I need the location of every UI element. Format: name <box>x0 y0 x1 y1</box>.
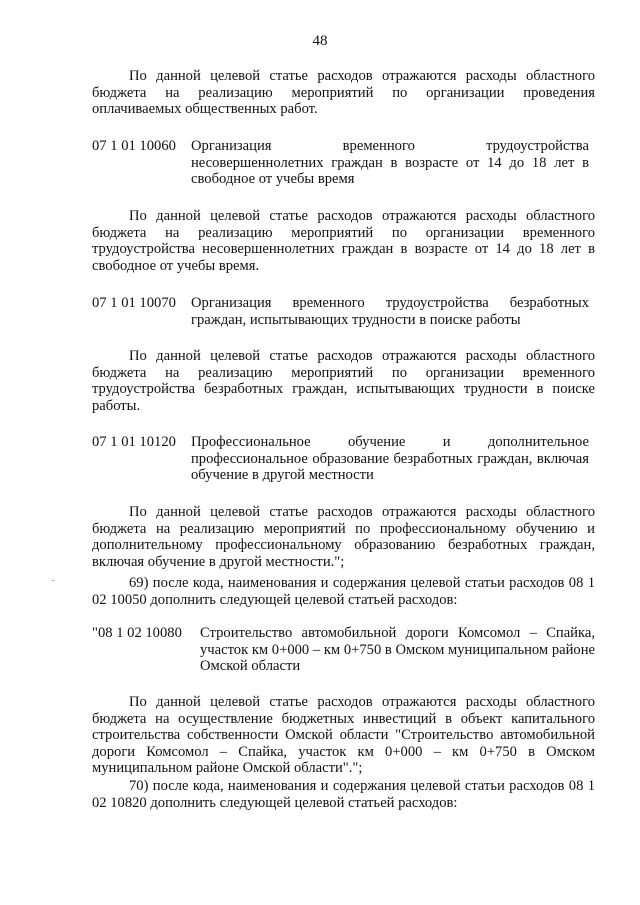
paragraph: По данной целевой статье расходов отражаются расходы областного бюджета на реализацию мероприятий по организации временного трудоустройства несовершеннолетних граждан в возрасте от 14 до 18 лет в свободное от учебы время. <box>92 208 595 274</box>
paragraph: По данной целевой статье расходов отражаются расходы областного бюджета на реализацию мероприятий по профессиональному обучению и дополнительному профессиональному образованию безработных граждан, включая обучение в другой местности."; <box>92 504 595 570</box>
paragraph: 70) после кода, наименования и содержания целевой статьи расходов 08 1 02 10820 дополнить следующей целевой статьей расходов: <box>92 778 595 811</box>
paragraph: 69) после кода, наименования и содержания целевой статьи расходов 08 1 02 10050 дополнить следующей целевой статьей расходов: <box>92 575 595 608</box>
budget-code: 07 1 01 10060 <box>92 138 176 154</box>
budget-title: Организация временного трудоустройства несовершеннолетних граждан в возрасте от 14 до 18 лет в свободное от учебы время <box>191 138 589 188</box>
margin-mark <box>52 580 54 581</box>
budget-code: 07 1 01 10070 <box>92 295 176 311</box>
paragraph: По данной целевой статье расходов отражаются расходы областного бюджета на осуществление бюджетных инвестиций в объект капитального строительства собственности Омской области "Строительство автомобильной дороги Комсомол – Спайка, участок км 0+000 – км 0+750 в Омском муниципальном районе Омской области"."; <box>92 694 595 777</box>
budget-title: Строительство автомобильной дороги Комсомол – Спайка, участок км 0+000 – км 0+750 в Омском муниципальном районе Омской области <box>200 625 595 675</box>
paragraph: По данной целевой статье расходов отражаются расходы областного бюджета на реализацию мероприятий по организации временного трудоустройства безработных граждан, испытывающих трудности в поиске работы. <box>92 348 595 414</box>
budget-code: "08 1 02 10080 <box>92 625 182 641</box>
budget-title: Организация временного трудоустройства безработных граждан, испытывающих трудности в поиске работы <box>191 295 589 328</box>
page-number: 48 <box>312 33 328 49</box>
paragraph: По данной целевой статье расходов отражаются расходы областного бюджета на реализацию мероприятий по организации проведения оплачиваемых общественных работ. <box>92 68 595 118</box>
budget-code: 07 1 01 10120 <box>92 434 176 450</box>
budget-title: Профессиональное обучение и дополнительное профессиональное образование безработных граждан, включая обучение в другой местности <box>191 434 589 484</box>
